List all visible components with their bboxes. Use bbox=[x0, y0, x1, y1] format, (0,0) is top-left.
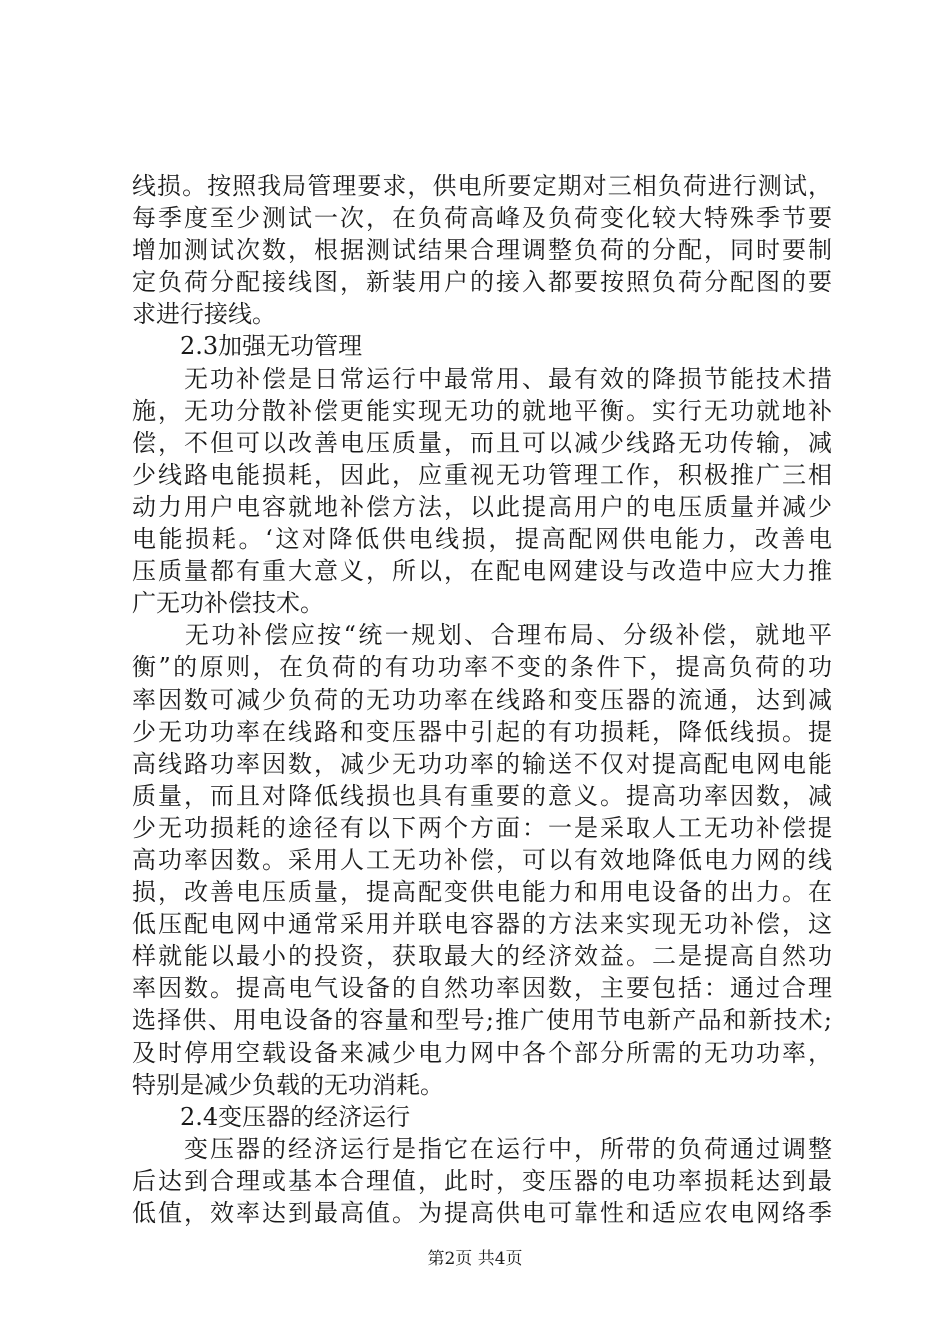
text-line: 施，无功分散补偿更能实现无功的就地平衡。实行无功就地补 bbox=[132, 396, 832, 425]
text-line: 衡”的原则，在负荷的有功功率不变的条件下，提高负荷的功 bbox=[132, 653, 832, 682]
text-line: 低压配电网中通常采用并联电容器的方法来实现无功补偿，这 bbox=[132, 910, 832, 939]
text-line: 选择供、用电设备的容量和型号;推广使用节电新产品和新技术; bbox=[132, 1006, 832, 1035]
text-line: 求进行接线。 bbox=[132, 300, 276, 329]
text-line: 定负荷分配接线图，新装用户的接入都要按照负荷分配图的要 bbox=[132, 268, 832, 297]
text-line: 损，改善电压质量，提高配变供电能力和用电设备的出力。在 bbox=[132, 878, 832, 907]
text-line: 变压器的经济运行是指它在运行中，所带的负荷通过调整 bbox=[132, 1134, 832, 1163]
text-line: 无功补偿是日常运行中最常用、最有效的降损节能技术措 bbox=[132, 364, 832, 393]
text-line: 高线路功率因数，减少无功功率的输送不仅对提高配电网电能 bbox=[132, 749, 832, 778]
text-line: 偿，不但可以改善电压质量，而且可以减少线路无功传输，减 bbox=[132, 428, 832, 457]
text-line: 高功率因数。采用人工无功补偿，可以有效地降低电力网的线 bbox=[132, 845, 832, 874]
text-line: 后达到合理或基本合理值，此时，变压器的电功率损耗达到最 bbox=[132, 1166, 832, 1195]
text-line: 及时停用空载设备来减少电力网中各个部分所需的无功功率， bbox=[132, 1038, 832, 1067]
text-line: 线损。按照我局管理要求，供电所要定期对三相负荷进行测试， bbox=[132, 172, 832, 200]
text-line: 少无功功率在线路和变压器中引起的有功损耗，降低线损。提 bbox=[132, 717, 832, 746]
text-line: 少线路电能损耗，因此，应重视无功管理工作，积极推广三相 bbox=[132, 460, 832, 489]
text-line: 动力用户电容就地补偿方法，以此提高用户的电压质量并减少 bbox=[132, 492, 832, 521]
text-line: 质量，而且对降低线损也具有重要的意义。提高功率因数，减 bbox=[132, 781, 832, 810]
text-line: 低值，效率达到最高值。为提高供电可靠性和适应农电网络季 bbox=[132, 1199, 832, 1227]
text-line: 率因数。提高电气设备的自然功率因数，主要包括：通过合理 bbox=[132, 974, 832, 1003]
section-heading: 2.4变压器的经济运行 bbox=[180, 1102, 411, 1131]
section-heading: 2.3加强无功管理 bbox=[180, 332, 363, 361]
text-line: 样就能以最小的投资，获取最大的经济效益。二是提高自然功 bbox=[132, 942, 832, 971]
text-line: 少无功损耗的途径有以下两个方面：一是采取人工无功补偿提 bbox=[132, 813, 832, 842]
text-line: 广无功补偿技术。 bbox=[132, 589, 324, 618]
text-line: 特别是减少负载的无功消耗。 bbox=[132, 1070, 444, 1099]
text-line: 率因数可减少负荷的无功功率在线路和变压器的流通，达到减 bbox=[132, 685, 832, 714]
text-line: 压质量都有重大意义，所以，在配电网建设与改造中应大力推 bbox=[132, 557, 832, 586]
page-number: 第2页 共4页 bbox=[427, 1249, 523, 1269]
document-body bbox=[132, 170, 832, 1229]
text-line: 增加测试次数，根据测试结果合理调整负荷的分配，同时要制 bbox=[132, 236, 832, 265]
text-line: 每季度至少测试一次，在负荷高峰及负荷变化较大特殊季节要 bbox=[132, 204, 832, 233]
text-line: 电能损耗。‘这对降低供电线损，提高配网供电能力，改善电 bbox=[132, 525, 832, 554]
text-line: 无功补偿应按“统一规划、合理布局、分级补偿，就地平 bbox=[132, 621, 832, 650]
